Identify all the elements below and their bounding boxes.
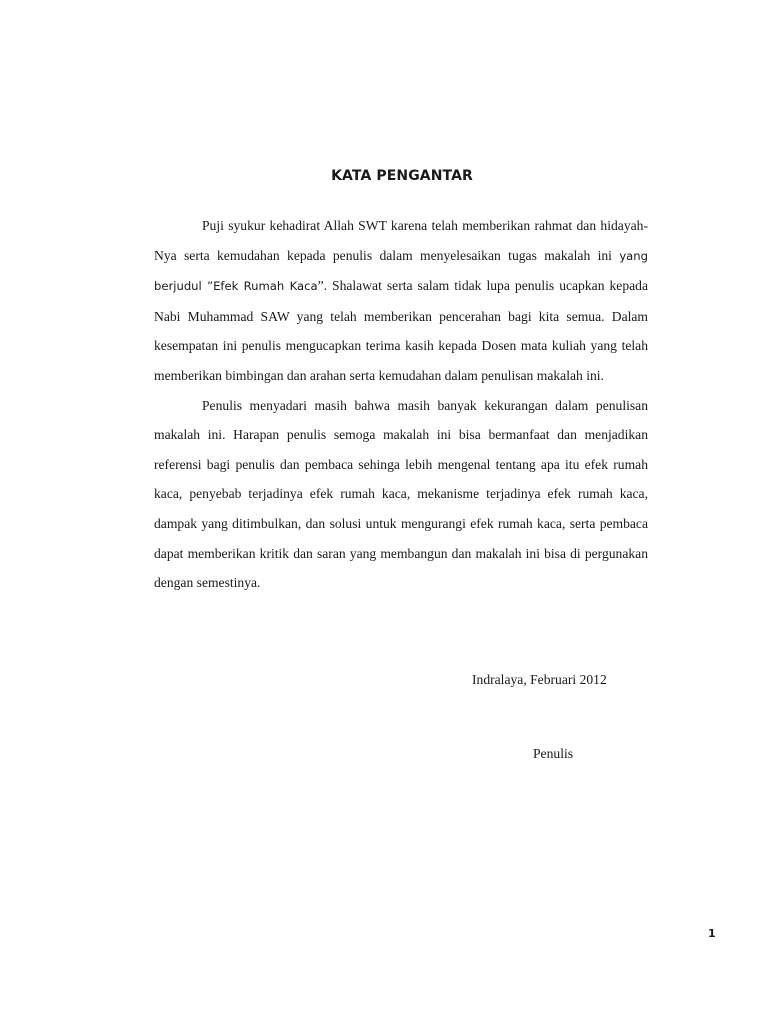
document-body [154, 211, 648, 598]
page-title: KATA PENGANTAR [331, 168, 473, 184]
place-date: Indralaya, Februari 2012 [472, 672, 607, 687]
paragraph-2: Penulis menyadari masih bahwa masih banyak kekurangan dalam penulisan makalah ini. Harapan penulis semoga makalah ini bisa bermanfaat dan menjadikan referensi bagi penulis dan pembaca sehinga lebih mengenal tentang apa itu efek rumah kaca, penyebab terjadinya efek rumah kaca, mekanisme terjadinya efek rumah kaca, dampak yang ditimbulkan, dan solusi untuk mengurangi efek rumah kaca, serta pembaca dapat memberikan kritik dan saran yang membangun dan makalah ini bisa di pergunakan dengan semestinya. [154, 397, 648, 591]
paragraph-1-part-2: yang berjudul ”Efek Rumah Kaca [154, 248, 648, 294]
paragraph-1-part-1: Puji syukur kehadirat Allah SWT karena telah memberikan rahmat dan hidayah-Nya serta kemudahan kepada penulis dalam menyelesaikan tugas makalah ini [154, 218, 648, 263]
paragraph-1-part-3: ”. Shalawat serta salam tidak lupa penulis ucapkan kepada Nabi Muhammad SAW yang telah memberikan pencerahan bagi kita semua. Dalam kesempatan ini penulis mengucapkan terima kasih kepada Dosen mata kuliah yang telah memberikan bimbingan dan arahan serta kemudahan dalam penulisan makalah ini. [154, 278, 648, 383]
author-signature: Penulis [533, 746, 574, 761]
page-number: 1 [708, 927, 716, 940]
paragraph-1 [154, 211, 648, 391]
